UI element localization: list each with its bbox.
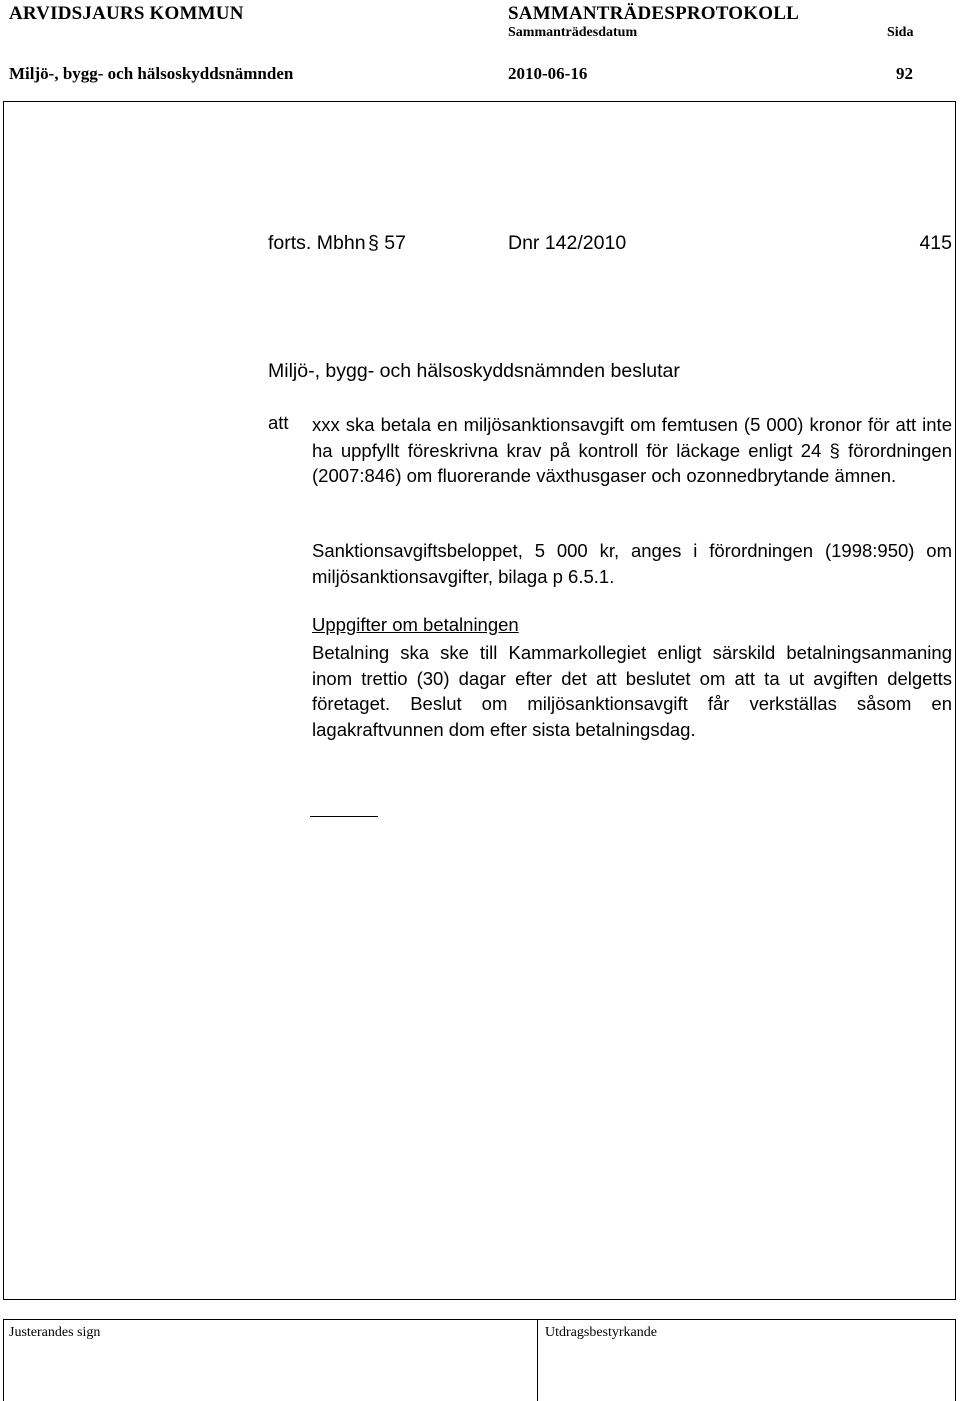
decision-heading: Miljö-, bygg- och hälsoskyddsnämnden beslutar bbox=[268, 360, 680, 382]
section-sign-icon: § bbox=[368, 232, 379, 254]
att-label: att bbox=[268, 412, 289, 433]
case-number: Dnr 142/2010 bbox=[508, 232, 627, 254]
committee-name: Miljö-, bygg- och hälsoskyddsnämnden bbox=[9, 64, 294, 83]
decision-paragraph: xxx ska betala en miljösanktionsavgift om femtusen (5 000) kronor för att inte ha uppfyllt föreskrivna krav på kontroll för läckage enligt 24 § förordningen (2007:846) om fluorerande växthusgaser och ozonnedbrytande ämnen. bbox=[312, 414, 952, 487]
payment-info-title: Uppgifter om betalningen bbox=[312, 614, 519, 635]
signature-footer bbox=[3, 1319, 956, 1401]
meeting-date: 2010-06-16 bbox=[508, 64, 588, 83]
section-number bbox=[368, 232, 406, 255]
continuation-label: forts. Mbhn bbox=[268, 232, 366, 254]
reference-number: 415 bbox=[919, 232, 952, 254]
sanction-amount-paragraph: Sanktionsavgiftsbeloppet, 5 000 kr, anges i förordningen (1998:950) om miljösanktionsavgifter, bilaga p 6.5.1. bbox=[312, 540, 952, 587]
document-type: SAMMANTRÄDESPROTOKOLL bbox=[508, 3, 799, 24]
page-number: 92 bbox=[896, 64, 913, 83]
page-label: Sida bbox=[887, 25, 914, 40]
footer-divider bbox=[537, 1319, 538, 1401]
organization-name: ARVIDSJAURS KOMMUN bbox=[9, 3, 244, 24]
adjuster-signature-label: Justerandes sign bbox=[9, 1325, 101, 1340]
section-end-rule bbox=[310, 816, 378, 817]
meeting-date-label: Sammanträdesdatum bbox=[508, 25, 638, 40]
section-value: 57 bbox=[384, 232, 406, 254]
payment-info-paragraph: Betalning ska ske till Kammarkollegiet enligt särskild betalningsanmaning inom trettio (30) dagar efter det att beslutet om att ta ut avgiften delgetts företaget. Beslut om miljösanktionsavgift får verkställas såsom en lagakraftvunnen dom efter sista betalningsdag. bbox=[312, 642, 952, 740]
extract-certification-label: Utdragsbestyrkande bbox=[545, 1325, 657, 1340]
